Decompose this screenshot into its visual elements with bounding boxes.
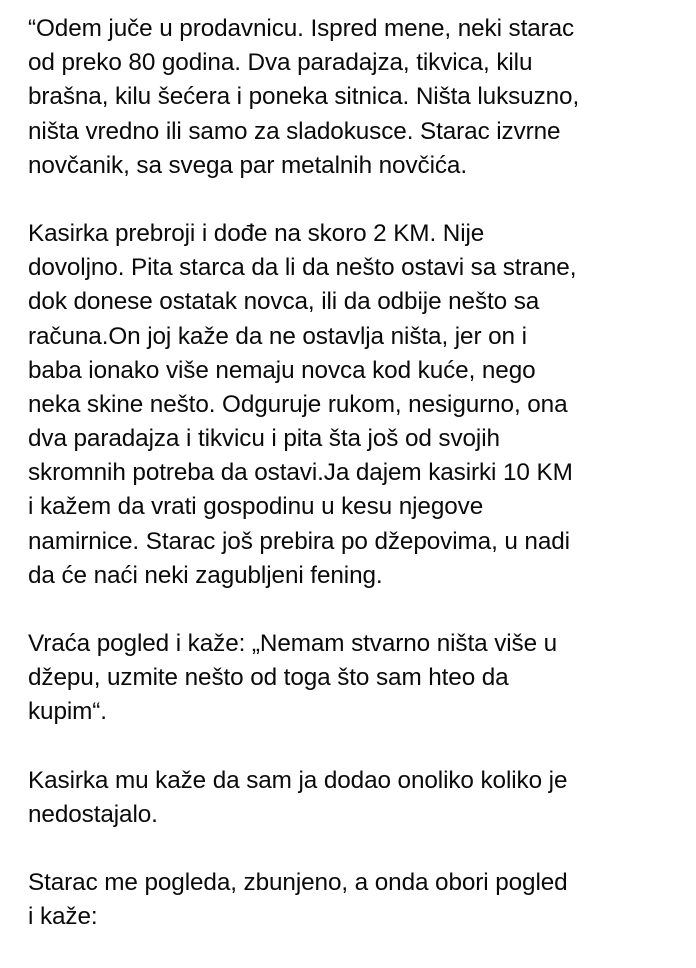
text-line: kupim“. <box>28 698 107 726</box>
text-line: i kažem da vrati gospodinu u kesu njegove <box>28 493 484 521</box>
text-line: “Odem juče u prodavnicu. Ispred mene, neki starac <box>28 15 575 42</box>
text-line: neka skine nešto. Odguruje rukom, nesigurno, ona <box>28 390 568 418</box>
text-line: džepu, uzmite nešto od toga što sam hteo da <box>28 664 509 692</box>
text-line: dva paradajza i tikvicu i pita šta još od svojih <box>28 425 500 453</box>
text-line: dok donese ostatak novca, ili da odbije nešto sa <box>28 288 540 316</box>
text-line: namirnice. Starac još prebira po džepovima, u nadi <box>28 527 570 555</box>
text-line: dovoljno. Pita starca da li da nešto ostavi sa strane, <box>28 254 577 282</box>
text-line: novčanik, sa svega par metalnih novčića. <box>28 151 467 179</box>
text-line: i kaže: <box>28 903 98 931</box>
paragraph <box>28 12 688 183</box>
text-line: Kasirka mu kaže da sam ja dodao onoliko koliko je <box>28 766 568 794</box>
paragraph <box>28 627 688 730</box>
text-line: Starac me pogleda, zbunjeno, a onda obori pogled <box>28 868 568 896</box>
text-line: Vraća pogled i kaže: „Nemam stvarno ništa više u <box>28 630 558 657</box>
text-line: skromnih potreba da ostavi.Ja dajem kasirki 10 KM <box>28 459 573 487</box>
paragraph <box>28 764 688 832</box>
text-line: nedostajalo. <box>28 800 158 828</box>
text-line: računa.On joj kaže da ne ostavlja ništa, jer on i <box>28 322 527 350</box>
post-body <box>28 12 688 968</box>
text-line: Kasirka prebroji i dođe na skoro 2 KM. Nije <box>28 219 485 247</box>
text-line: ništa vredno ili samo za sladokusce. Starac izvrne <box>28 117 561 145</box>
text-line: da će naći neki zagubljeni fening. <box>28 561 383 589</box>
text-line: baba ionako više nemaju novca kod kuće, nego <box>28 356 536 384</box>
text-line: od preko 80 godina. Dva paradajza, tikvica, kilu <box>28 49 533 77</box>
text-line: brašna, kilu šećera i poneka sitnica. Ništa luksuzno, <box>28 83 580 111</box>
paragraph <box>28 866 688 934</box>
paragraph <box>28 217 688 593</box>
